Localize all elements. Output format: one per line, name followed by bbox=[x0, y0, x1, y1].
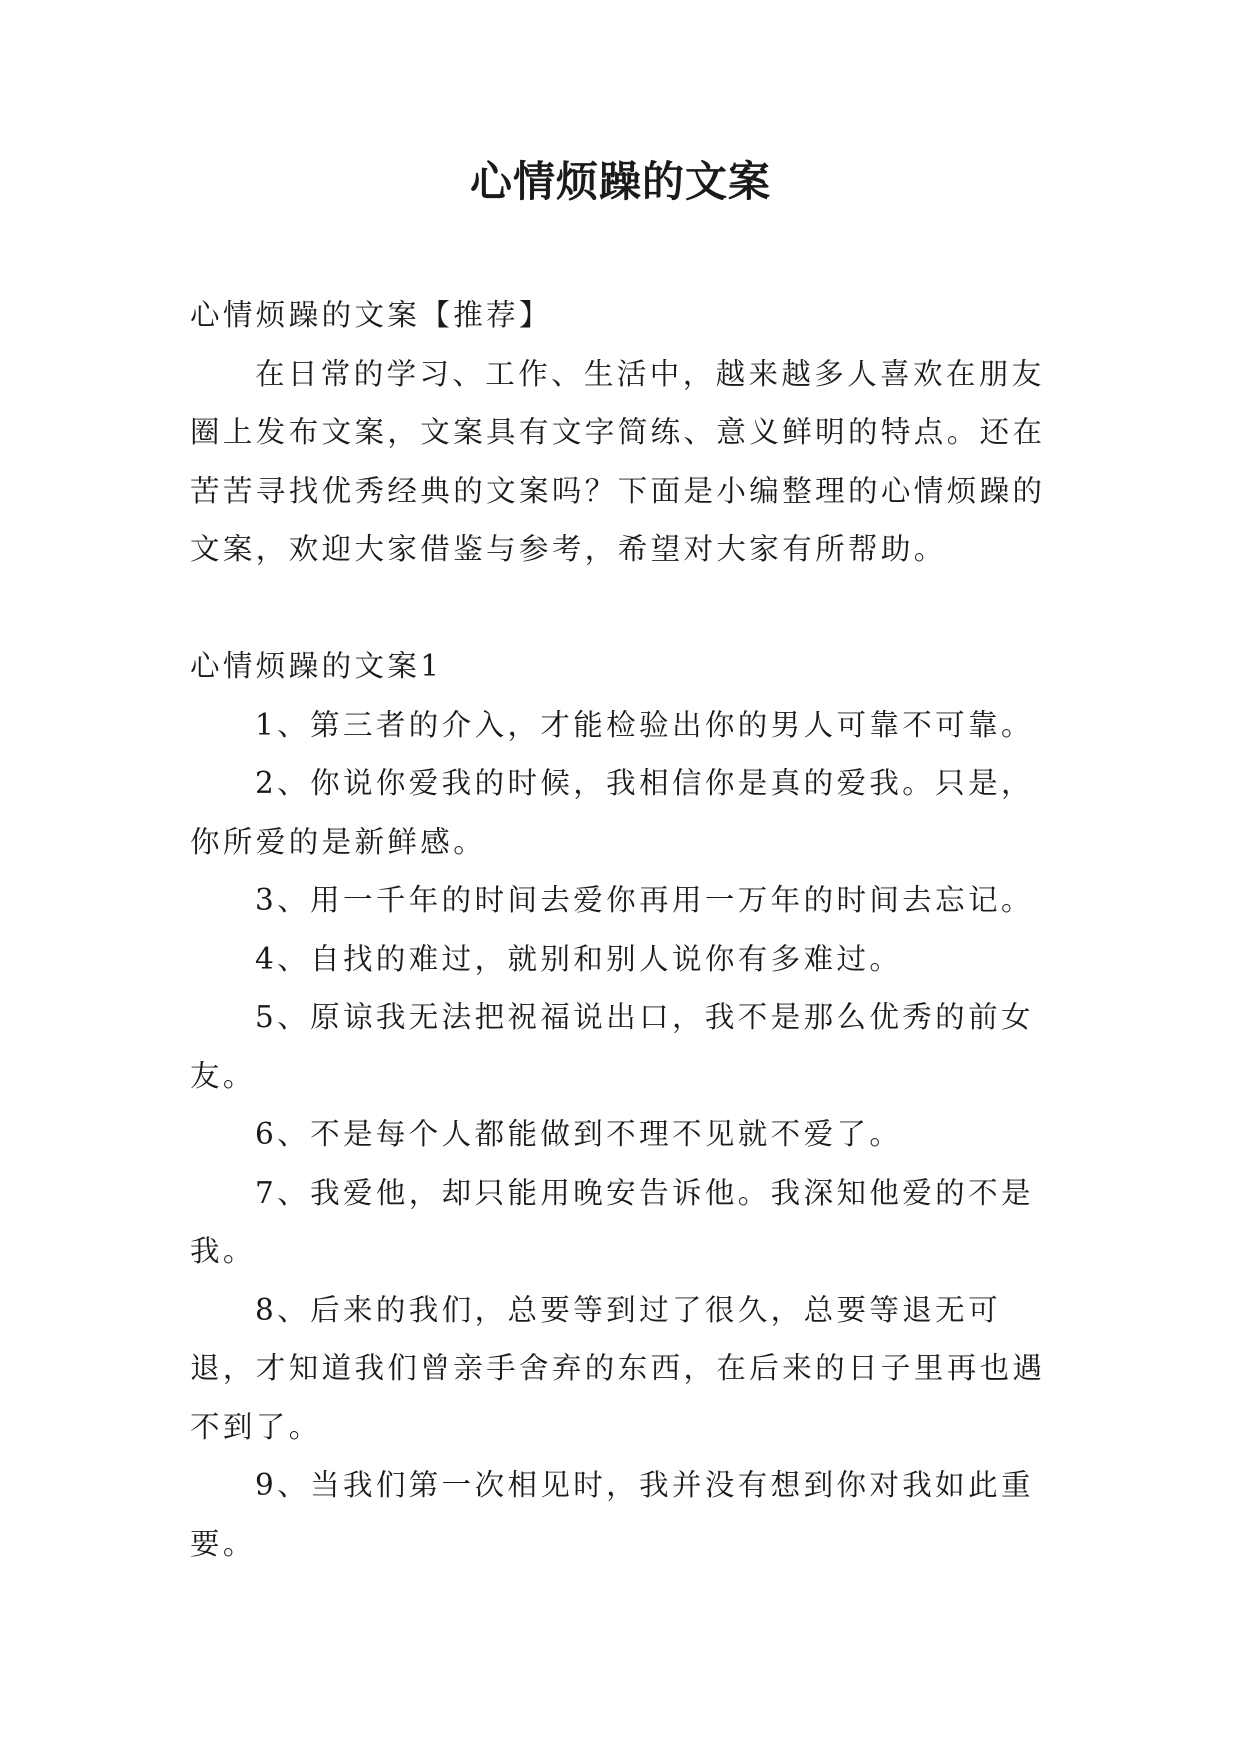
list-item: 9、当我们第一次相见时，我并没有想到你对我如此重要。 bbox=[190, 1468, 1034, 1561]
list-item: 5、原谅我无法把祝福说出口，我不是那么优秀的前女友。 bbox=[190, 1000, 1034, 1093]
list-item: 1、第三者的介入，才能检验出你的男人可靠不可靠。 bbox=[255, 707, 1034, 742]
section-heading: 心情烦躁的文案1 bbox=[190, 649, 443, 683]
intro-paragraph: 在日常的学习、工作、生活中，越来越多人喜欢在朋友圈上发布文案，文案具有文字简练、意义鲜明的特点。还在苦苦寻找优秀经典的文案吗？下面是小编整理的心情烦躁的文案，欢迎大家借鉴与参考，希望对大家有所帮助。 bbox=[190, 356, 1046, 566]
section-spacer bbox=[190, 579, 1060, 638]
list-item: 7、我爱他，却只能用晚安告诉他。我深知他爱的不是我。 bbox=[190, 1175, 1034, 1268]
document-title: 心情烦躁的文案 bbox=[469, 157, 771, 206]
list-item: 6、不是每个人都能做到不理不见就不爱了。 bbox=[255, 1117, 903, 1151]
list-item: 4、自找的难过，就别和别人说你有多难过。 bbox=[255, 941, 903, 976]
document-body bbox=[190, 286, 1060, 1573]
list-item: 2、你说你爱我的时候，我相信你是真的爱我。只是，你所爱的是新鲜感。 bbox=[190, 766, 1034, 859]
intro-heading: 心情烦躁的文案【推荐】 bbox=[190, 298, 552, 332]
list-item: 8、后来的我们，总要等到过了很久，总要等退无可退，才知道我们曾亲手舍弃的东西，在后来的日子里再也遇不到了。 bbox=[190, 1292, 1046, 1444]
list-item: 3、用一千年的时间去爱你再用一万年的时间去忘记。 bbox=[255, 883, 1034, 917]
